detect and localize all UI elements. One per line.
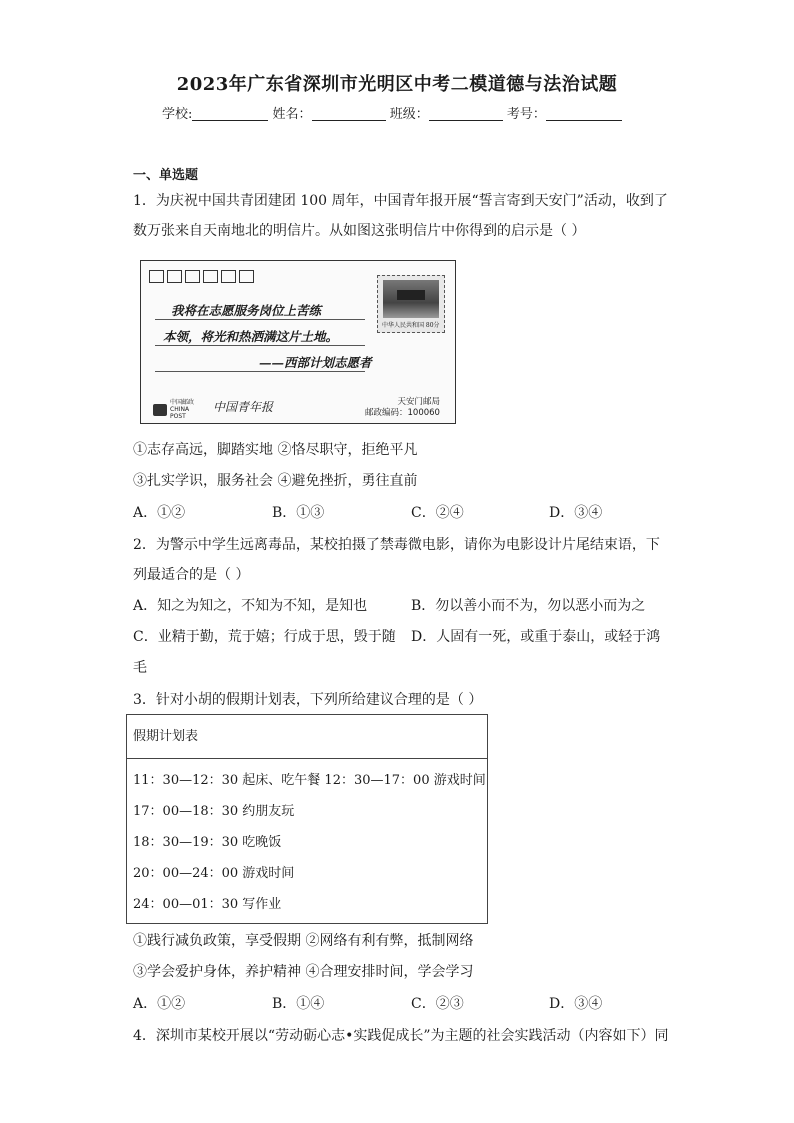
q1-option-b[interactable]: B．①③ (272, 505, 325, 521)
q4-stem: 4．深圳市某校开展以“劳动砺心志•实践促成长”为主题的社会实践活动（内容如下）同 (133, 1028, 669, 1044)
holiday-plan-table (126, 714, 488, 924)
section-heading: 一、单选题 (133, 168, 199, 183)
q1-stem-line2: 数万张来自天南地北的明信片。从如图这张明信片中你得到的启示是（ ） (133, 223, 586, 239)
plan-row: 17：00—18：30 约朋友玩 (133, 804, 295, 819)
school-blank[interactable] (192, 106, 268, 121)
q3-option-a[interactable]: A．①② (133, 996, 186, 1012)
q2-option-a[interactable]: A．知之为知之，不知为不知，是知也 (133, 598, 368, 614)
q3-option-b[interactable]: B．①④ (272, 996, 325, 1012)
q2-option-d[interactable]: D．人固有一死，或重于泰山，或轻于鸿 (411, 629, 661, 645)
postcard-script: 中国青年报 (213, 400, 274, 414)
number-blank[interactable] (546, 106, 622, 121)
q1-stem-line1: 1．为庆祝中国共青团建团 100 周年，中国青年报开展“誓言寄到天安门”活动，收到了 (133, 193, 668, 209)
student-info-line (162, 103, 622, 122)
q3-stem: 3．针对小胡的假期计划表，下列所给建议合理的是（ ） (133, 692, 483, 708)
page-title: 2023年广东省深圳市光明区中考二模道德与法治试题 (176, 74, 618, 95)
q1-statements-1: ①志存高远，脚踏实地 ②恪尽职守，拒绝平凡 (133, 442, 418, 458)
name-label: 姓名： (272, 107, 312, 122)
postcard-text-line3: ——西部计划志愿者 (259, 355, 372, 370)
stamp-caption: 中华人民共和国 80分 (382, 322, 440, 329)
number-label: 考号： (506, 107, 546, 122)
q3-option-d[interactable]: D．③④ (549, 996, 603, 1012)
school-label: 学校: (162, 107, 193, 122)
q2-option-b[interactable]: B．勿以善小而不为，勿以恶小而为之 (411, 598, 646, 614)
plan-row: 24：00—01：30 写作业 (133, 897, 282, 912)
q2-option-c[interactable]: C．业精于勤，荒于嬉；行成于思，毁于随 (133, 629, 396, 645)
postcard-image (140, 260, 456, 424)
q2-option-d-cont: 毛 (133, 660, 147, 676)
zip-code-boxes (149, 270, 254, 283)
stamp (377, 275, 445, 333)
china-post-logo: 中国邮政 CHINA POST (153, 399, 198, 420)
plan-table-title: 假期计划表 (127, 715, 487, 759)
postcard-address: 天安门邮局 邮政编码：100060 (365, 397, 440, 418)
q1-option-d[interactable]: D．③④ (549, 505, 603, 521)
q2-stem-line2: 列最适合的是（ ） (133, 567, 250, 583)
plan-row: 20：00—24：00 游戏时间 (133, 866, 295, 881)
plan-row: 18：30—19：30 吃晚饭 (133, 835, 282, 850)
postcard-text-line1: 我将在志愿服务岗位上苦练 (171, 303, 322, 318)
plan-row: 11：30—12：30 起床、吃午餐 12：30—17：00 游戏时间 (133, 773, 486, 788)
class-label: 班级： (389, 107, 429, 122)
q1-option-a[interactable]: A．①② (133, 505, 186, 521)
q3-statements-1: ①践行减负政策，享受假期 ②网络有利有弊，抵制网络 (133, 933, 474, 949)
china-post-icon (153, 404, 167, 416)
q1-statements-2: ③扎实学识，服务社会 ④避免挫折，勇往直前 (133, 473, 418, 489)
plan-table-body (127, 759, 487, 920)
postcard-text-line2: 本领，将光和热洒满这片土地。 (163, 329, 339, 344)
tiananmen-icon (383, 280, 439, 318)
class-blank[interactable] (429, 106, 503, 121)
q2-stem-line1: 2．为警示中学生远离毒品，某校拍摄了禁毒微电影，请你为电影设计片尾结束语，下 (133, 537, 660, 553)
name-blank[interactable] (312, 106, 386, 121)
q1-option-c[interactable]: C．②④ (411, 505, 464, 521)
q3-option-c[interactable]: C．②③ (411, 996, 464, 1012)
q3-statements-2: ③学会爱护身体，养护精神 ④合理安排时间，学会学习 (133, 964, 474, 980)
